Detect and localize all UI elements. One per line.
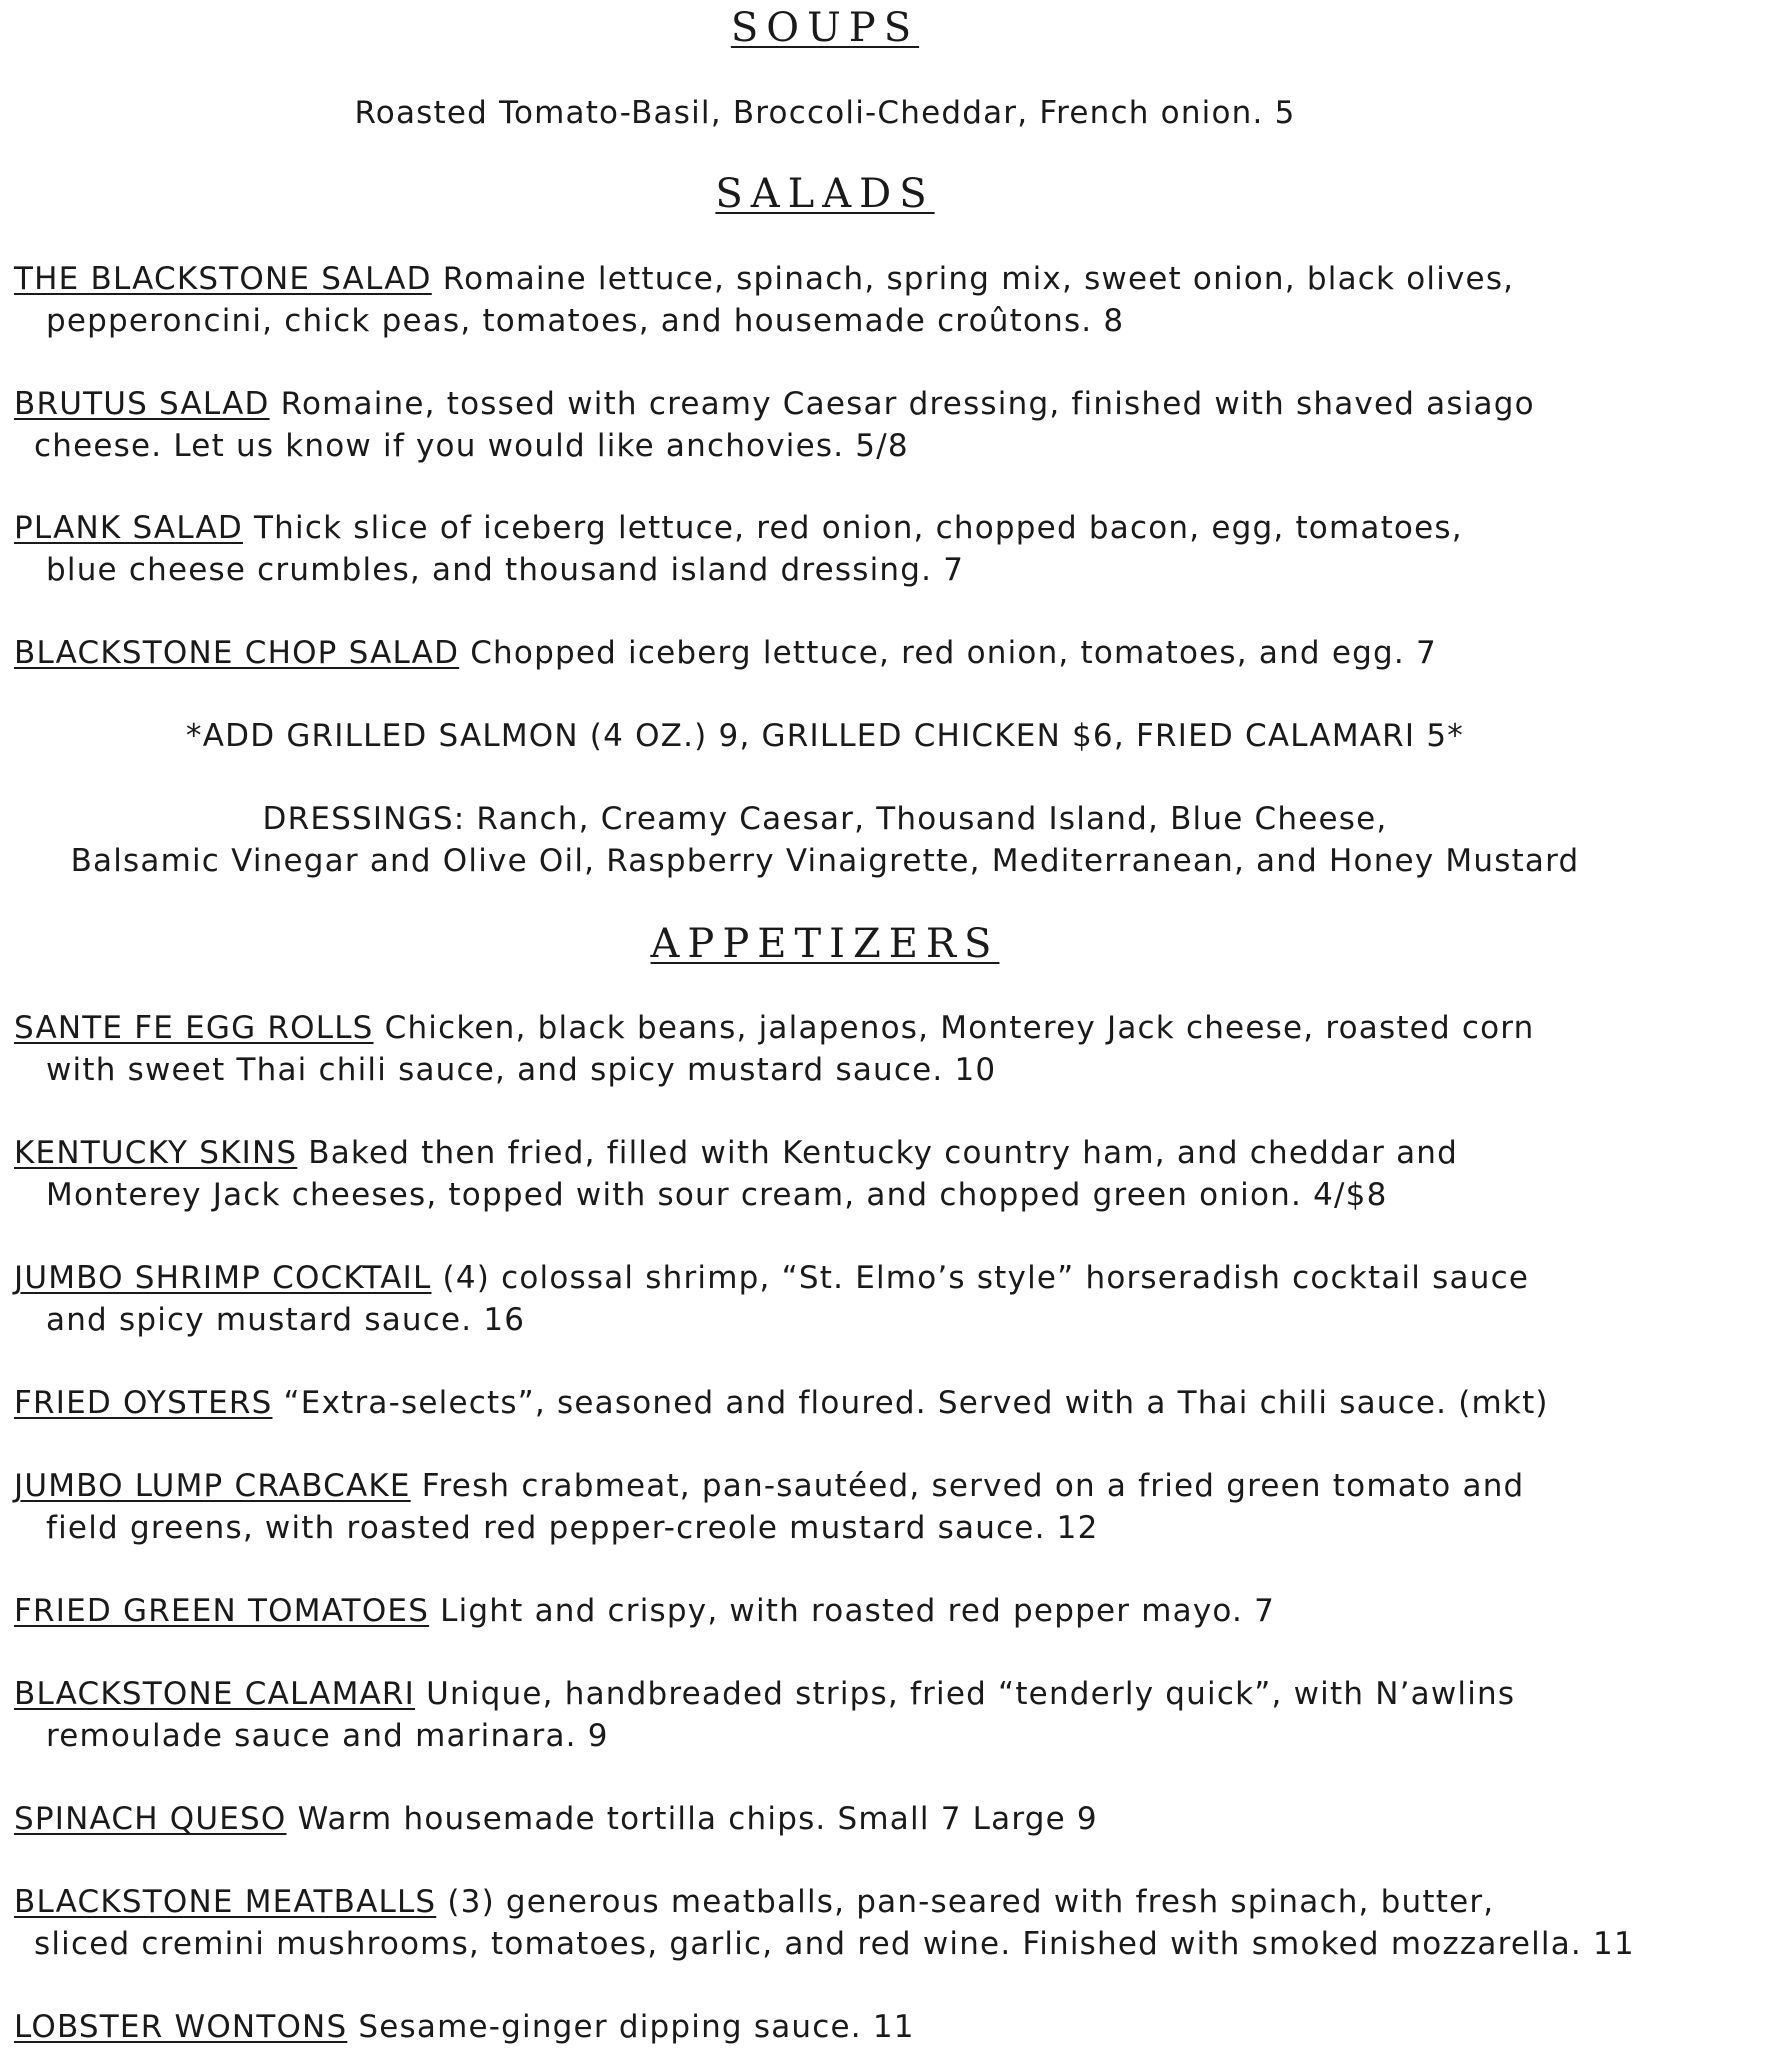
item-description-cont: sliced cremini mushrooms, tomatoes, garlic, and red wine. Finished with smoked mozzarella. 11 <box>34 1926 1635 1962</box>
item-description: Chicken, black beans, jalapenos, Monterey Jack cheese, roasted corn <box>373 1010 1535 1046</box>
item-name: FRIED OYSTERS <box>14 1385 273 1421</box>
item-description: Romaine, tossed with creamy Caesar dressing, finished with shaved asiago <box>269 386 1535 422</box>
item-description: Chopped iceberg lettuce, red onion, tomatoes, and egg. 7 <box>459 635 1437 671</box>
item-description-cont: Monterey Jack cheeses, topped with sour cream, and chopped green onion. 4/$8 <box>46 1177 1388 1213</box>
item-description: Sesame-ginger dipping sauce. 11 <box>347 2009 915 2045</box>
item-name: LOBSTER WONTONS <box>14 2009 348 2045</box>
menu-item-lobster-wontons <box>14 2006 1734 2048</box>
menu-item-kentucky-skins <box>14 1132 1734 1216</box>
item-name: SPINACH QUESO <box>14 1801 287 1837</box>
salads-heading: SALADS <box>715 171 935 217</box>
item-description: Romaine lettuce, spinach, spring mix, sweet onion, black olives, <box>431 261 1515 297</box>
soups-heading: SOUPS <box>730 5 920 51</box>
soups-list: Roasted Tomato-Basil, Broccoli-Cheddar, French onion. 5 <box>354 95 1296 131</box>
salad-addons: *ADD GRILLED SALMON (4 OZ.) 9, GRILLED CHICKEN $6, FRIED CALAMARI 5* <box>186 718 1464 754</box>
item-description: Fresh crabmeat, pan-sautéed, served on a fried green tomato and <box>410 1468 1525 1504</box>
menu-item-crabcake <box>14 1465 1734 1549</box>
item-name: SANTE FE EGG ROLLS <box>14 1010 374 1046</box>
menu-item-brutus-salad <box>14 383 1734 467</box>
menu-item-blackstone-salad <box>14 258 1734 342</box>
menu-item-spinach-queso <box>14 1798 1734 1840</box>
item-description-cont: remoulade sauce and marinara. 9 <box>46 1718 609 1754</box>
menu-item-shrimp-cocktail <box>14 1257 1734 1341</box>
item-description-cont: and spicy mustard sauce. 16 <box>46 1302 526 1338</box>
menu-item-meatballs <box>14 1881 1734 1965</box>
item-name: KENTUCKY SKINS <box>14 1135 298 1171</box>
item-description-cont: pepperoncini, chick peas, tomatoes, and housemade croûtons. 8 <box>46 303 1125 339</box>
item-description: Light and crispy, with roasted red pepper mayo. 7 <box>429 1593 1276 1629</box>
item-description-cont: cheese. Let us know if you would like anchovies. 5/8 <box>34 428 909 464</box>
menu-item-chop-salad <box>14 632 1734 674</box>
item-name: PLANK SALAD <box>14 510 243 546</box>
item-description-cont: field greens, with roasted red pepper-creole mustard sauce. 12 <box>46 1510 1099 1546</box>
item-description: (4) colossal shrimp, “St. Elmo’s style” horseradish cocktail sauce <box>431 1260 1530 1296</box>
item-description-cont: blue cheese crumbles, and thousand island dressing. 7 <box>46 552 965 588</box>
item-description: “Extra-selects”, seasoned and floured. Served with a Thai chili sauce. (mkt) <box>272 1385 1549 1421</box>
menu-item-plank-salad <box>14 507 1734 591</box>
item-name: JUMBO LUMP CRABCAKE <box>14 1468 411 1504</box>
item-name: BLACKSTONE CALAMARI <box>14 1676 416 1712</box>
item-description: Thick slice of iceberg lettuce, red onion, chopped bacon, egg, tomatoes, <box>242 510 1463 546</box>
item-name: JUMBO SHRIMP COCKTAIL <box>14 1260 432 1296</box>
item-description-cont: with sweet Thai chili sauce, and spicy mustard sauce. 10 <box>46 1052 997 1088</box>
item-name: FRIED GREEN TOMATOES <box>14 1593 430 1629</box>
item-name: BLACKSTONE MEATBALLS <box>14 1884 437 1920</box>
menu-item-calamari <box>14 1673 1734 1757</box>
appetizers-heading: APPETIZERS <box>650 921 1000 967</box>
item-name: THE BLACKSTONE SALAD <box>14 261 432 297</box>
item-name: BRUTUS SALAD <box>14 386 270 422</box>
item-name: BLACKSTONE CHOP SALAD <box>14 635 460 671</box>
menu-item-fried-green-tomatoes <box>14 1590 1734 1632</box>
dressings-line-1: DRESSINGS: Ranch, Creamy Caesar, Thousand Island, Blue Cheese, <box>262 801 1388 837</box>
dressings-line-2: Balsamic Vinegar and Olive Oil, Raspberry Vinaigrette, Mediterranean, and Honey Mustard <box>70 843 1580 879</box>
menu-item-egg-rolls <box>14 1007 1734 1091</box>
item-description: Unique, handbreaded strips, fried “tenderly quick”, with N’awlins <box>415 1676 1516 1712</box>
item-description: Baked then fried, filled with Kentucky country ham, and cheddar and <box>297 1135 1459 1171</box>
item-description: (3) generous meatballs, pan-seared with fresh spinach, butter, <box>436 1884 1495 1920</box>
item-description: Warm housemade tortilla chips. Small 7 Large 9 <box>286 1801 1098 1837</box>
menu-item-fried-oysters <box>14 1382 1734 1424</box>
